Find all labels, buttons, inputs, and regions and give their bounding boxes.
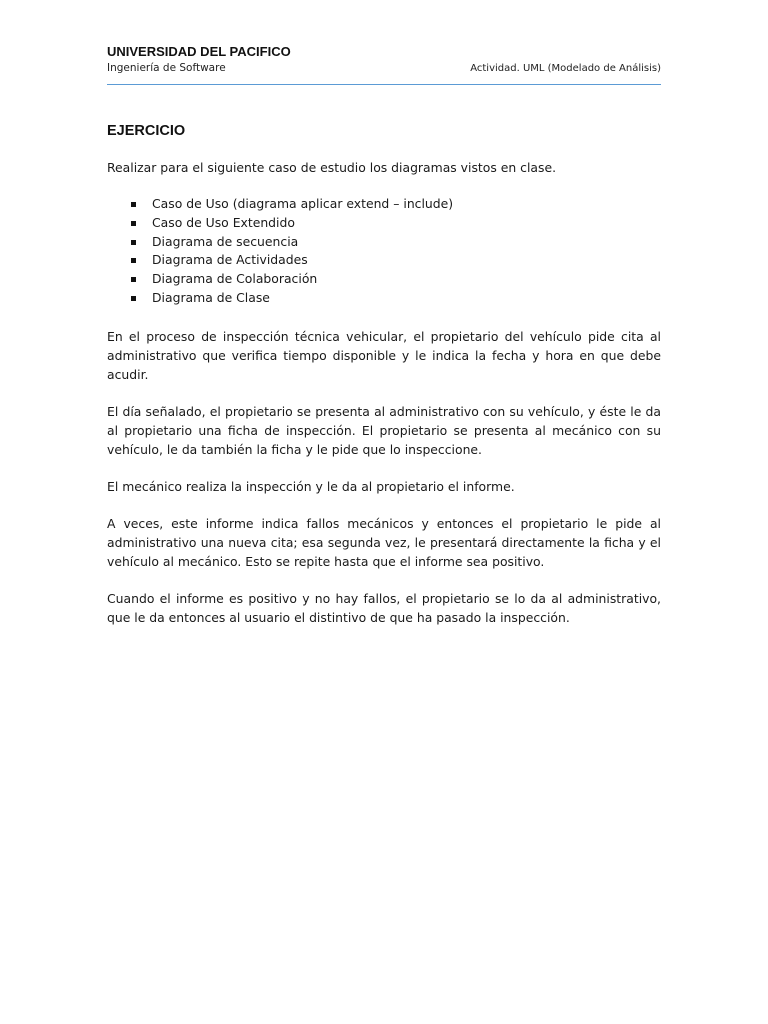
activity-title: Actividad. UML (Modelado de Análisis) [470, 63, 661, 74]
list-item [107, 195, 661, 214]
section-title: EJERCICIO [107, 123, 186, 139]
square-bullet-icon [131, 258, 136, 263]
list-item [107, 233, 661, 252]
header-divider [107, 84, 661, 85]
case-paragraph: En el proceso de inspección técnica vehicular, el propietario del vehículo pide cita al administrativo que verifica tiempo disponible y le indica la fecha y hora en que debe acudir. [107, 328, 661, 382]
case-paragraph: El mecánico realiza la inspección y le da al propietario el informe. [107, 478, 515, 494]
list-item-label: Caso de Uso (diagrama aplicar extend – include) [152, 196, 454, 211]
case-paragraph: Cuando el informe es positivo y no hay fallos, el propietario se lo da al administrativo, que le da entonces al usuario el distintivo de que ha pasado la inspección. [107, 590, 661, 625]
intro-paragraph: Realizar para el siguiente caso de estudio los diagramas vistos en clase. [107, 160, 557, 175]
list-item-label: Diagrama de Colaboración [152, 271, 318, 287]
square-bullet-icon [131, 221, 136, 226]
square-bullet-icon [131, 277, 136, 282]
page-header [107, 44, 661, 86]
square-bullet-icon [131, 296, 136, 301]
square-bullet-icon [131, 202, 136, 207]
institution-name: UNIVERSIDAD DEL PACIFICO [107, 44, 291, 59]
list-item [107, 289, 661, 308]
list-item [107, 251, 661, 270]
document-body [107, 122, 661, 627]
list-item-label: Diagrama de Clase [152, 289, 270, 305]
list-item [107, 270, 661, 289]
case-paragraph: El día señalado, el propietario se presenta al administrativo con su vehículo, y éste le da al propietario una ficha de inspección. El propietario se presenta al mecánico con su vehículo, le da también la ficha y le pide que lo inspeccione. [107, 403, 661, 457]
list-item-label: Diagrama de Actividades [152, 252, 308, 268]
list-item-label: Diagrama de secuencia [152, 233, 299, 249]
square-bullet-icon [131, 240, 136, 245]
department-name: Ingeniería de Software [107, 62, 226, 74]
case-paragraph: A veces, este informe indica fallos mecánicos y entonces el propietario le pide al administrativo una nueva cita; esa segunda vez, le presentará directamente la ficha y el vehículo al mecánico. Esto se repite hasta que el informe sea positivo. [107, 515, 661, 569]
list-item-label: Caso de Uso Extendido [152, 214, 295, 230]
diagram-list [107, 195, 661, 308]
list-item [107, 214, 661, 233]
